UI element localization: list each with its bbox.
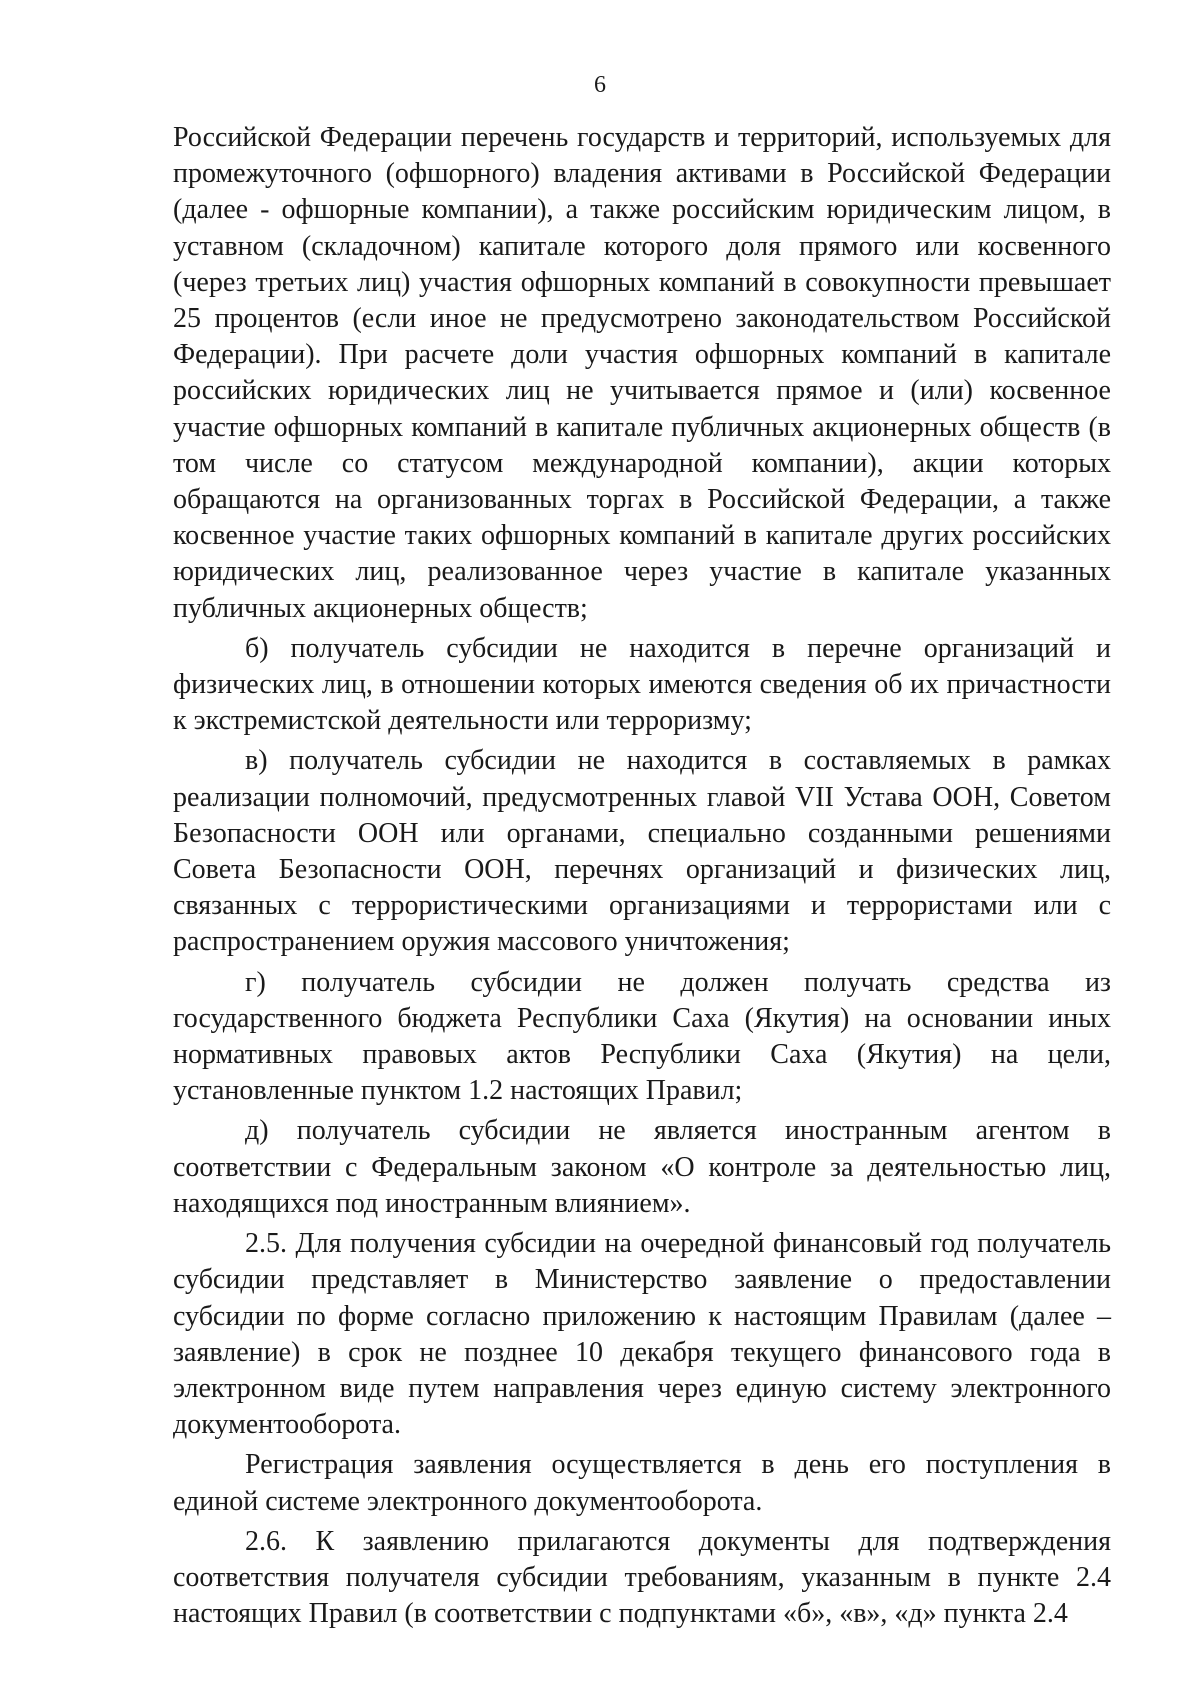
paragraph-subitem-b: б) получатель субсидии не находится в перечне организаций и физических лиц, в отношении которых имеются сведения об их причастности к экстремистской деятельности или терроризму; — [173, 632, 1111, 737]
paragraph-registration: Регистрация заявления осуществляется в день его поступления в единой системе электронного документооборота. — [173, 1449, 1111, 1517]
page-number: 6 — [594, 72, 606, 98]
paragraph-subitem-g: г) получатель субсидии не должен получать средства из государственного бюджета Республики Саха (Якутия) на основании иных нормативных правовых актов Республики Саха (Якутия) на цели, установленные пунктом 1.2 настоящих Правил; — [173, 966, 1111, 1107]
document-body — [173, 120, 1111, 1632]
paragraph-clause-2-5: 2.5. Для получения субсидии на очередной финансовый год получатель субсидии представляет в Министерство заявление о предоставлении субсидии по форме согласно приложению к настоящим Правилам (далее – заявление) в срок не позднее 10 декабря текущего финансового года в электронном виде путем направления через единую систему электронного документооборота. — [173, 1228, 1111, 1441]
paragraph-continuation: Российской Федерации перечень государств и территорий, используемых для промежуточного (офшорного) владения активами в Российской Федерации (далее - офшорные компании), а также российским юридическим лицом, в уставном (складочном) капитале которого доля прямого или косвенного (через третьих лиц) участия офшорных компаний в совокупности превышает 25 процентов (если иное не предусмотрено законодательством Российской Федерации). При расчете доли участия офшорных компаний в капитале российских юридических лиц не учитывается прямое и (или) косвенное участие офшорных компаний в капитале публичных акционерных обществ (в том числе со статусом международной компании), акции которых обращаются на организованных торгах в Российской Федерации, а также косвенное участие таких офшорных компаний в капитале других российских юридических лиц, реализованное через участие в капитале указанных публичных акционерных обществ; — [173, 122, 1111, 624]
paragraph-subitem-d: д) получатель субсидии не является иностранным агентом в соответствии с Федеральным законом «О контроле за деятельностью лиц, находящихся под иностранным влиянием». — [173, 1115, 1111, 1219]
paragraph-clause-2-6: 2.6. К заявлению прилагаются документы для подтверждения соответствия получателя субсидии требованиям, указанным в пункте 2.4 настоящих Правил (в соответствии с подпунктами «б», «в», «д» пункта 2.4 — [173, 1525, 1111, 1630]
paragraph-subitem-v: в) получатель субсидии не находится в составляемых в рамках реализации полномочий, предусмотренных главой VII Устава ООН, Советом Безопасности ООН или органами, специально созданными решениями Совета Безопасности ООН, перечнях организаций и физических лиц, связанных с террористическими организациями и террористами или с распространением оружия массового уничтожения; — [173, 745, 1111, 958]
